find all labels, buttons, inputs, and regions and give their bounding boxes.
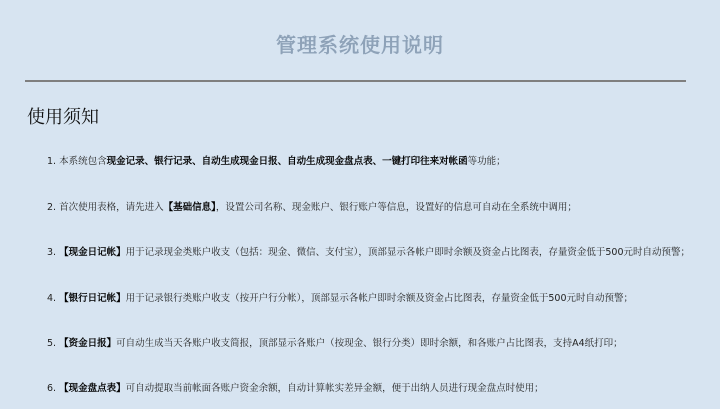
item-text-post: 等功能； — [467, 156, 506, 167]
item-text-bold: 【银行日记帐】 — [59, 293, 126, 304]
item-text-bold: 【资金日报】 — [59, 338, 117, 349]
item-text-bold: 【现金盘点表】 — [59, 383, 126, 394]
item-text-bold: 【基础信息】 — [163, 202, 216, 213]
instruction-item-6 — [47, 382, 544, 396]
item-text-post: 可自动提取当前帐面各账户资金余额，自动计算帐实差异金额，便于出纳人员进行现金盘点时使用； — [125, 383, 544, 394]
item-number: 6. — [47, 383, 60, 394]
section-heading: 使用须知 — [27, 107, 99, 128]
item-number: 2. — [47, 202, 60, 213]
item-text-pre: 本系统包含 — [59, 156, 107, 167]
title-divider — [25, 80, 686, 82]
item-number: 5. — [47, 338, 60, 349]
instruction-item-5 — [47, 337, 623, 351]
instruction-item-1 — [47, 155, 506, 169]
instruction-item-2 — [47, 201, 577, 215]
item-text-bold: 【现金日记帐】 — [59, 247, 126, 258]
item-text-post: 用于记录银行类账户收支（按开户行分帐），顶部显示各帐户即时余额及资金占比图表，存量资金低于500元时自动预警； — [125, 293, 633, 304]
item-text-post: 用于记录现金类账户收支（包括：现金、微信、支付宝），顶部显示各帐户即时余额及资金占比图表，存量资金低于500元时自动预警； — [125, 247, 690, 258]
item-text-post: ，设置公司名称、现金账户、银行账户等信息，设置好的信息可自动在全系统中调用； — [215, 202, 577, 213]
item-text-pre: 首次使用表格，请先进入 — [59, 202, 164, 213]
instruction-item-3 — [47, 246, 690, 260]
item-text-post: 可自动生成当天各账户收支简报，顶部显示各账户（按现金、银行分类）即时余额，和各账户占比图表，支持A4纸打印； — [116, 338, 623, 349]
item-number: 3. — [47, 247, 60, 258]
item-text-bold: 现金记录、银行记录、自动生成现金日报、自动生成现金盘点表、一键打印往来对帐函 — [106, 156, 468, 167]
item-number: 1. — [47, 156, 60, 167]
instruction-item-4 — [47, 292, 633, 306]
page-title: 管理系统使用说明 — [276, 33, 444, 57]
item-number: 4. — [47, 293, 60, 304]
